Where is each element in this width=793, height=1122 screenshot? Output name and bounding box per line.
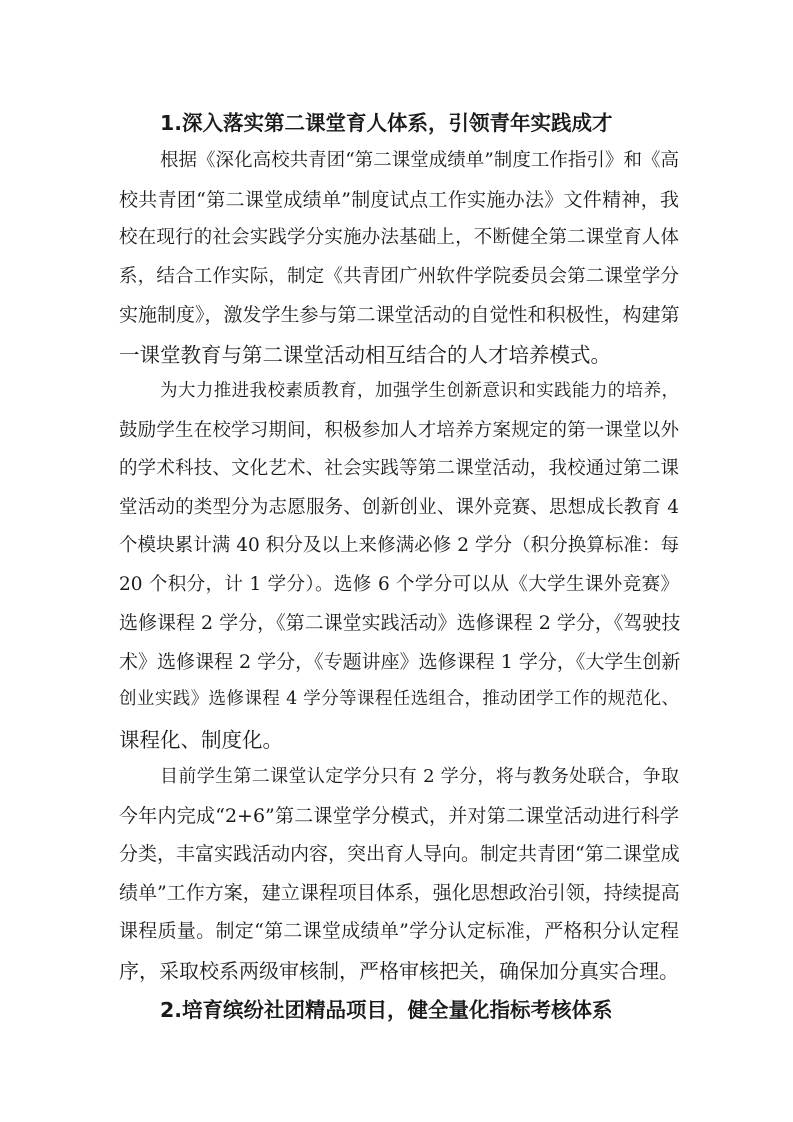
paragraph-line: 为大力推进我校素质教育，加强学生创新意识和实践能力的培养， (160, 381, 679, 401)
section-2-heading: 2.培育缤纷社团精品项目，健全量化指标考核体系 (160, 998, 613, 1022)
paragraph-line: 目前学生第二课堂认定学分只有 2 学分，将与教务处联合，争取 (160, 766, 679, 787)
paragraph-line: 的学术科技、文化艺术、社会实践等第二课堂活动，我校通过第二课 (119, 458, 679, 479)
paragraph-line: 个模块累计满 40 积分及以上来修满必修 2 学分（积分换算标准：每 (119, 535, 679, 556)
paragraph-line: 创业实践》选修课程 4 学分等课程任选组合，推动团学工作的规范化、 (119, 689, 679, 709)
paragraph-line: 校在现行的社会实践学分实施办法基础上，不断健全第二课堂育人体 (119, 227, 679, 248)
paragraph-line: 鼓励学生在校学习期间，积极参加人才培养方案规定的第一课堂以外 (119, 420, 679, 441)
paragraph-line: 绩单”工作方案，建立课程项目体系，强化思想政治引领，持续提高 (119, 882, 680, 904)
paragraph-line: 一课堂教育与第二课堂活动相互结合的人才培养模式。 (119, 343, 611, 367)
paragraph-line: 堂活动的类型分为志愿服务、创新创业、课外竞赛、思想成长教育 4 (119, 497, 679, 518)
paragraph-line: 术》选修课程 2 学分，《专题讲座》选修课程 1 学分，《大学生创新 (119, 651, 681, 673)
paragraph-line: 分类，丰富实践活动内容，突出育人导向。制定共青团“第二课堂成 (119, 843, 680, 865)
paragraph-line: 课程质量。制定“第二课堂成绩单”学分认定标准，严格积分认定程 (119, 920, 679, 942)
paragraph-line: 序，采取校系两级审核制，严格审核把关，确保加分真实合理。 (119, 959, 679, 983)
paragraph-line: 20 个积分，计 1 学分）。选修 6 个学分可以从《大学生课外竞赛》 (119, 574, 679, 595)
paragraph-line: 实施制度》，激发学生参与第二课堂活动的自觉性和积极性，构建第 (119, 304, 680, 326)
section-1-heading: 1.深入落实第二课堂育人体系，引领青年实践成才 (160, 111, 613, 135)
paragraph-line: 系，结合工作实际，制定《共青团广州软件学院委员会第二课堂学分 (119, 266, 679, 287)
paragraph-line: 校共青团“第二课堂成绩单”制度试点工作实施办法》文件精神，我 (119, 189, 679, 211)
paragraph-line: 根据《深化高校共青团“第二课堂成绩单”制度工作指引》和《高 (160, 150, 679, 171)
paragraph-line: 选修课程 2 学分，《第二课堂实践活动》选修课程 2 学分，《驾驶技 (119, 612, 681, 634)
paragraph-line: 课程化、制度化。 (119, 728, 283, 752)
paragraph-line: 今年内完成“2+6”第二课堂学分模式，并对第二课堂活动进行科学 (119, 805, 679, 827)
